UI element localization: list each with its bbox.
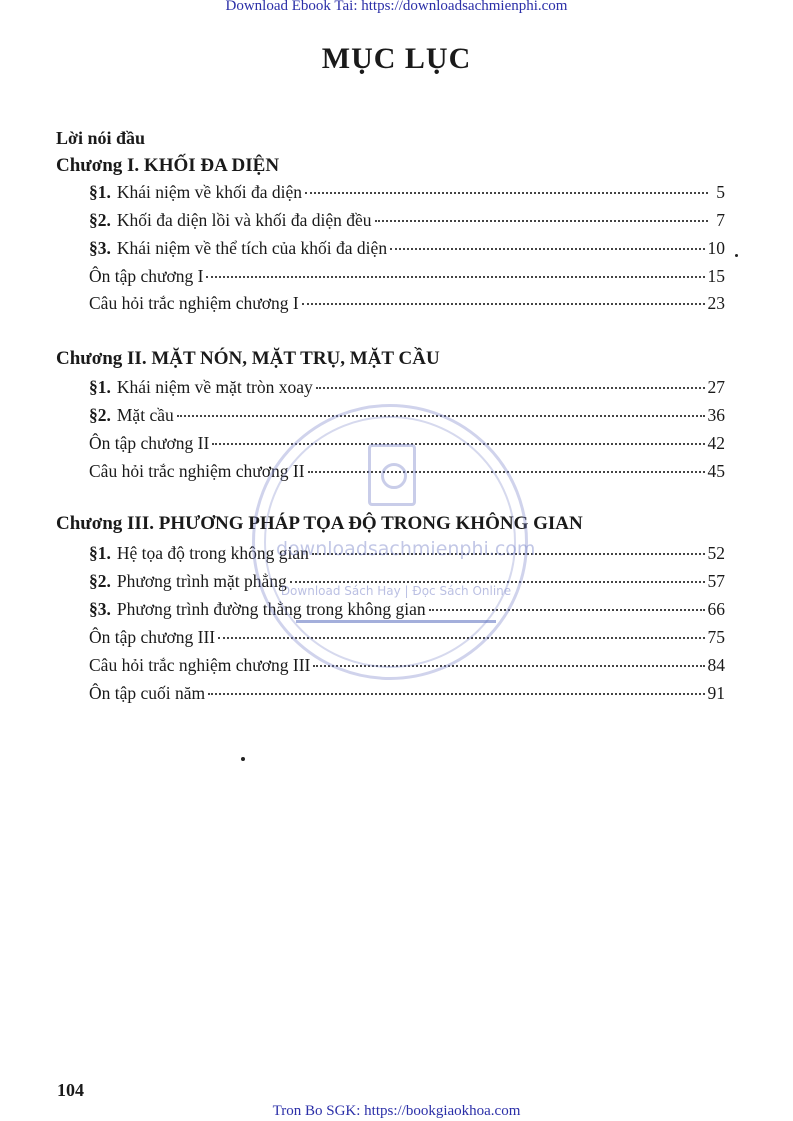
entry-page: 7: [716, 210, 725, 230]
dot-leader: [305, 192, 708, 194]
entry-title: Khối đa diện lồi và khối đa diện đều: [116, 210, 372, 230]
entry-page: 66: [707, 599, 725, 619]
toc-intro-item: Lời nói đầu: [56, 128, 146, 148]
toc-entry: [89, 683, 725, 707]
entry-page: 27: [707, 377, 725, 397]
toc-entry: [89, 266, 725, 290]
entry-title: Ôn tập chương II: [89, 433, 210, 453]
entry-title: Phương trình mặt phẳng: [116, 571, 287, 591]
toc-entry: [89, 238, 725, 262]
dot-leader: [302, 303, 705, 305]
entry-page: 52: [707, 543, 725, 563]
book-icon: [368, 444, 416, 506]
dot-leader: [316, 387, 705, 389]
watermark-underline: [296, 620, 496, 623]
chapter-3-heading: Chương III. PHƯƠNG PHÁP TỌA ĐỘ TRONG KHÔNG GIAN: [56, 513, 583, 534]
header-download-link[interactable]: Download Ebook Tai: https://downloadsachmienphi.com: [225, 0, 568, 14]
footer-sgk-link[interactable]: Tron Bo SGK: https://bookgiaokhoa.com: [272, 1103, 521, 1119]
dot-leader: [375, 220, 708, 222]
entry-title: Câu hỏi trắc nghiệm chương III: [89, 655, 311, 675]
entry-page: 45: [707, 461, 725, 481]
page-title: MỤC LỤC: [321, 42, 472, 75]
print-speck: [241, 757, 245, 761]
toc-entry: [89, 182, 725, 206]
dot-leader: [208, 693, 704, 695]
chapter-2-heading: Chương II. MẶT NÓN, MẶT TRỤ, MẶT CẦU: [56, 348, 440, 369]
entry-page: 23: [707, 293, 725, 313]
entry-page: 57: [707, 571, 725, 591]
section-number: §3.: [89, 599, 111, 619]
entry-page: 36: [707, 405, 725, 425]
entry-title: Ôn tập chương I: [89, 266, 204, 286]
section-number: §2.: [89, 571, 111, 591]
entry-title: Khái niệm về khối đa diện: [116, 182, 303, 202]
entry-page: 5: [716, 182, 725, 202]
entry-page: 10: [707, 238, 725, 258]
entry-title: Câu hỏi trắc nghiệm chương I: [89, 293, 299, 313]
entry-title: Ôn tập chương III: [89, 627, 216, 647]
section-number: §2.: [89, 210, 111, 230]
entry-title: Khái niệm về thể tích của khối đa diện: [116, 238, 388, 258]
entry-page: 42: [707, 433, 725, 453]
entry-page: 15: [707, 266, 725, 286]
toc-entry: [89, 210, 725, 234]
page-number: 104: [57, 1080, 84, 1100]
entry-title: Mặt cầu: [116, 405, 174, 425]
section-number: §1.: [89, 182, 111, 202]
print-speck: [735, 254, 738, 257]
entry-page: 75: [707, 627, 725, 647]
watermark-tagline: Download Sách Hay | Đọc Sách Online: [280, 584, 512, 598]
entry-title: Câu hỏi trắc nghiệm chương II: [89, 461, 305, 481]
watermark-site-text: downloadsachmienphi.com: [276, 538, 536, 560]
section-number: §1.: [89, 377, 111, 397]
dot-leader: [206, 276, 704, 278]
entry-title: Phương trình đường thẳng trong không gian: [116, 599, 426, 619]
section-number: §2.: [89, 405, 111, 425]
toc-entry: [89, 293, 725, 317]
section-number: §3.: [89, 238, 111, 258]
entry-page: 91: [707, 683, 725, 703]
toc-entry: [89, 377, 725, 401]
entry-page: 84: [707, 655, 725, 675]
entry-title: Hệ tọa độ trong không gian: [116, 543, 309, 563]
entry-title: Khái niệm về mặt tròn xoay: [116, 377, 313, 397]
dot-leader: [390, 248, 704, 250]
section-number: §1.: [89, 543, 111, 563]
entry-title: Ôn tập cuối năm: [89, 683, 206, 703]
chapter-1-heading: Chương I. KHỐI ĐA DIỆN: [56, 155, 280, 176]
